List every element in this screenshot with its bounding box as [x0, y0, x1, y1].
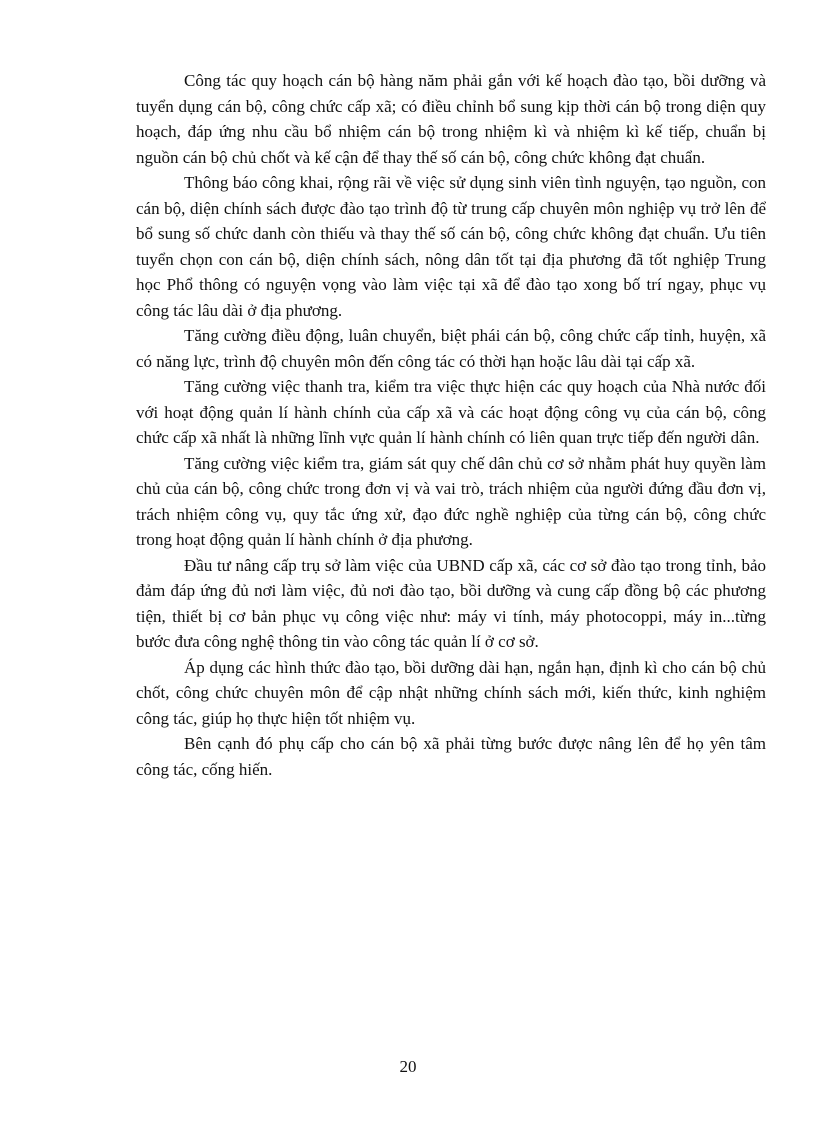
paragraph-4: Tăng cường việc thanh tra, kiểm tra việc thực hiện các quy hoạch của Nhà nước đối với hoạt động quản lí hành chính của cấp xã và các hoạt động công vụ của cán bộ, công chức cấp xã nhất là những lĩnh vực quản lí hành chính có liên quan trực tiếp đến người dân. [136, 377, 766, 447]
paragraph-6: Đầu tư nâng cấp trụ sở làm việc của UBND cấp xã, các cơ sở đào tạo trong tỉnh, bảo đảm đáp ứng đủ nơi làm việc, đủ nơi đào tạo, bồi dưỡng và cung cấp đồng bộ các phương tiện, thiết bị cơ bản phục vụ công việc như: máy vi tính, máy photocoppi, máy in...từng bước đưa công nghệ thông tin vào công tác quản lí ở cơ sở. [136, 555, 766, 651]
page-number: 20 [399, 1057, 417, 1076]
paragraph-2: Thông báo công khai, rộng rãi về việc sử dụng sinh viên tình nguyện, tạo nguồn, con cán bộ, diện chính sách được đào tạo trình độ từ trung cấp chuyên môn nghiệp vụ trở lên để bổ sung số chức danh còn thiếu và thay thế số cán bộ, công chức không đạt chuẩn. Ưu tiên tuyển chọn con cán bộ, diện chính sách, nông dân tốt tại địa phương đã tốt nghiệp Trung học Phổ thông có nguyện vọng vào làm việc tại xã để đào tạo xong bố trí ngay, phục vụ công tác lâu dài ở địa phương. [136, 173, 766, 320]
paragraph-5: Tăng cường việc kiểm tra, giám sát quy chế dân chủ cơ sở nhằm phát huy quyền làm chủ của cán bộ, công chức trong đơn vị và vai trò, trách nhiệm của người đứng đầu đơn vị, trách nhiệm công vụ, quy tắc ứng xử, đạo đức nghề nghiệp của từng cán bộ, công chức trong hoạt động quản lí hành chính ở địa phương. [136, 453, 766, 549]
paragraph-7: Áp dụng các hình thức đào tạo, bồi dưỡng dài hạn, ngắn hạn, định kì cho cán bộ chủ chốt, công chức chuyên môn để cập nhật những chính sách mới, kiến thức, kinh nghiệm công tác, giúp họ thực hiện tốt nhiệm vụ. [136, 657, 766, 728]
paragraph-8: Bên cạnh đó phụ cấp cho cán bộ xã phải từng bước được nâng lên để họ yên tâm công tác, cống hiến. [136, 734, 766, 779]
body-text [136, 68, 766, 782]
paragraph-3: Tăng cường điều động, luân chuyển, biệt phái cán bộ, công chức cấp tỉnh, huyện, xã có năng lực, trình độ chuyên môn đến công tác có thời hạn hoặc lâu dài tại cấp xã. [136, 326, 766, 371]
paragraph-1: Công tác quy hoạch cán bộ hàng năm phải gắn với kế hoạch đào tạo, bồi dưỡng và tuyển dụng cán bộ, công chức cấp xã; có điều chỉnh bổ sung kịp thời cán bộ trong diện quy hoạch, đáp ứng nhu cầu bổ nhiệm cán bộ trong nhiệm kì và nhiệm kì kế tiếp, chuẩn bị nguồn cán bộ chủ chốt và kế cận để thay thế số cán bộ, công chức không đạt chuẩn. [136, 71, 766, 167]
